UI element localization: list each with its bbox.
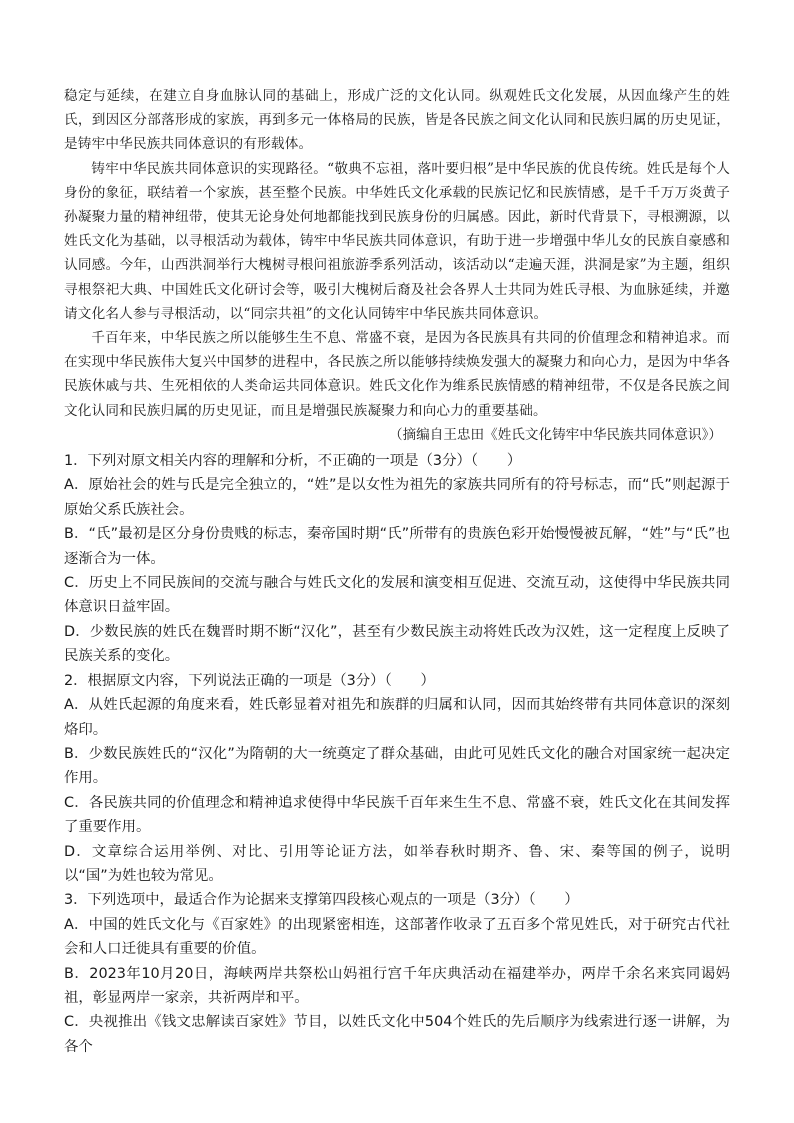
passage-source: （摘编自王忠田《姓氏文化铸牢中华民族共同体意识》） <box>388 426 722 443</box>
question-3-option-c: C．央视推出《钱文忠解读百家姓》节目，以姓氏文化中504个姓氏的先后顺序为线索进行逐一讲解，为各个 <box>64 1014 730 1055</box>
question-3-option-b: B．2023年10月20日，海峡两岸共祭松山妈祖行宫千年庆典活动在福建举办，两岸千余名来宾同谒妈祖，彰显两岸一家亲，共祈两岸和平。 <box>64 965 730 1006</box>
question-2-option-d: D．文章综合运用举例、对比、引用等论证方法，如举春秋时期齐、鲁、宋、秦等国的例子，说明以“国”为姓也较为常见。 <box>64 843 730 884</box>
question-2-option-b: B．少数民族姓氏的“汉化”为隋朝的大一统奠定了群众基础，由此可见姓氏文化的融合对国家统一起决定作用。 <box>64 745 730 787</box>
question-2-option-a: A．从姓氏起源的角度来看，姓氏彰显着对祖先和族群的归属和认同，因而其始终带有共同体意识的深刻烙印。 <box>64 697 730 738</box>
question-1-option-c: C．历史上不同民族间的交流与融合与姓氏文化的发展和演变相互促进、交流互动，这使得中华民族共同体意识日益牢固。 <box>64 575 730 616</box>
question-3 <box>64 888 730 1059</box>
question-3-option-a: A．中国的姓氏文化与《百家姓》的出现紧密相连，这部著作收录了五百多个常见姓氏，对于研究古代社会和人口迁徙具有重要的价值。 <box>64 916 730 958</box>
question-3-stem: 3．下列选项中，最适合作为论据来支撑第四段核心观点的一项是（3分）（ ） <box>64 892 579 909</box>
question-1-option-d: D．少数民族的姓氏在魏晋时期不断“汉化”，甚至有少数民族主动将姓氏改为汉姓，这一定程度上反映了民族关系的变化。 <box>64 623 730 665</box>
question-1-option-a: A．原始社会的姓与氏是完全独立的，“姓”是以女性为祖先的家族共同所有的符号标志，而“氏”则起源于原始父系氏族社会。 <box>64 477 730 518</box>
passage-paragraph-1: 稳定与延续，在建立自身血脉认同的基础上，形成广泛的文化认同。纵观姓氏文化发展，从因血缘产生的姓氏，到因区分部落形成的家族，再到多元一体格局的民族，皆是各民族之间文化认同和民族归属的历史见证，是铸牢中华民族共同体意识的有形载体。 <box>64 88 730 153</box>
question-1-stem: 1．下列对原文相关内容的理解和分析，不正确的一项是（3分）（ ） <box>64 453 522 470</box>
question-1-option-b: B．“氏”最初是区分身份贵贱的标志，秦帝国时期“氏”所带有的贵族色彩开始慢慢被瓦解，“姓”与“氏”也逐渐合为一体。 <box>64 526 730 567</box>
exam-page <box>64 84 730 1059</box>
passage-paragraph-2: 铸牢中华民族共同体意识的实现路径。“敬典不忘祖，落叶要归根”是中华民族的优良传统。姓氏是每个人身份的象征，联结着一个家族，甚至整个民族。中华姓氏文化承载的民族记忆和民族情感，是千千万万炎黄子孙凝聚力量的精神纽带，使其无论身处何地都能找到民族身份的归属感。因此，新时代背景下，寻根溯源，以姓氏文化为基础，以寻根活动为载体，铸牢中华民族共同体意识，有助于进一步增强中华儿女的民族自豪感和认同感。今年，山西洪洞举行大槐树寻根问祖旅游季系列活动，该活动以“走遍天涯，洪洞是家”为主题，组织寻根祭祀大典、中国姓氏文化研讨会等，吸引大槐树后裔及社会各界人士共同为姓氏寻根、为血脉延续，并邀请文化名人参与寻根活动，以“同宗共祖”的文化认同铸牢中华民族共同体意识。 <box>64 160 730 322</box>
reading-passage <box>64 84 730 423</box>
question-1 <box>64 449 730 669</box>
question-2-stem: 2．根据原文内容，下列说法正确的一项是（3分）（ ） <box>64 672 435 689</box>
question-2 <box>64 669 730 889</box>
question-list <box>64 449 730 1059</box>
question-2-option-c: C．各民族共同的价值理念和精神追求使得中华民族千百年来生生不息、常盛不衰，姓氏文化在其间发挥了重要作用。 <box>64 794 730 836</box>
passage-paragraph-3: 千百年来，中华民族之所以能够生生不息、常盛不衰，是因为各民族具有共同的价值理念和精神追求。而在实现中华民族伟大复兴中国梦的进程中，各民族之所以能够持续焕发强大的凝聚力和向心力，是因为中华各民族休戚与共、生死相依的人类命运共同体意识。姓氏文化作为维系民族情感的精神纽带，不仅是各民族之间文化认同和民族归属的历史见证，而且是增强民族凝聚力和向心力的重要基础。 <box>64 330 730 419</box>
